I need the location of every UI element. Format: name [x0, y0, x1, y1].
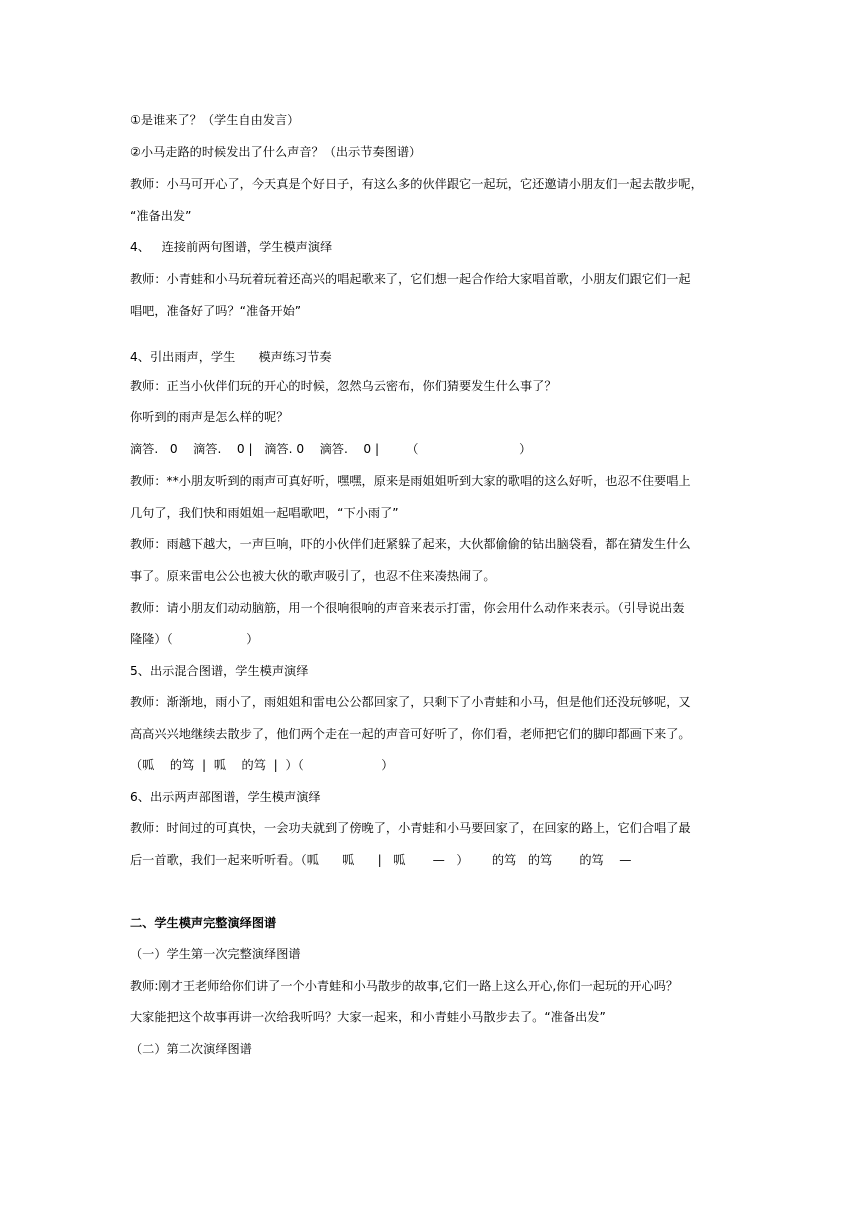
subsection-heading: （一）学生第一次完整演绎图谱 [130, 947, 301, 961]
text-line: 教师：时间过的可真快，一会功夫就到了傍晚了，小青蛙和小马要回家了，在回家的路上，它们合唱了最 [130, 821, 691, 835]
section-heading: 4、引出雨声，学生 模声练习节奏 [130, 350, 332, 364]
text-line: 唱吧，准备好了吗？“准备开始” [130, 304, 302, 318]
text-line: 教师：**小朋友听到的雨声可真好听，嘿嘿，原来是雨姐姐听到大家的歌唱的这么好听，也忍不住要唱上 [130, 474, 691, 488]
text-line: ②小马走路的时候发出了什么声音？（出示节奏图谱） [130, 145, 422, 159]
section-heading: 5、出示混合图谱，学生模声演绎 [130, 664, 309, 678]
rhythm-notation: 滴答. 0 滴答. 0 | 滴答. 0 滴答. 0 | （ ） [130, 442, 532, 456]
text-line: 大家能把这个故事再讲一次给我听吗？大家一起来，和小青蛙小马散步去了。“准备出发” [130, 1010, 606, 1024]
rhythm-notation: （呱 的笃 | 呱 的笃 | ）（ ） [130, 758, 394, 772]
text-line: 教师：小马可开心了，今天真是个好日子，有这么多的伙伴跟它一起玩，它还邀请小朋友们一起去散步呢， [130, 177, 703, 191]
section-heading: 4、 连接前两句图谱，学生模声演绎 [130, 240, 333, 254]
text-line: ①是谁来了？（学生自由发言） [130, 113, 300, 127]
text-line: 教师：小青蛙和小马玩着玩着还高兴的唱起歌来了，它们想一起合作给大家唱首歌，小朋友们跟它们一起 [130, 272, 691, 286]
text-line: 教师:刚才王老师给你们讲了一个小青蛙和小马散步的故事,它们一路上这么开心,你们一起玩的开心吗？ [130, 979, 679, 993]
section-heading: 6、出示两声部图谱，学生模声演绎 [130, 790, 321, 804]
text-line: 教师：雨越下越大，一声巨响，吓的小伙伴们赶紧躲了起来，大伙都偷偷的钻出脑袋看，都在猜发生什么 [130, 537, 691, 551]
text-line: 几句了，我们快和雨姐姐一起唱歌吧，“下小雨了” [130, 506, 399, 520]
subsection-heading: （二）第二次演绎图谱 [130, 1042, 252, 1056]
text-line: 你听到的雨声是怎么样的呢？ [130, 410, 289, 424]
text-line: “准备出发” [130, 209, 192, 223]
chapter-heading: 二、学生模声完整演绎图谱 [130, 916, 277, 930]
text-line: 高高兴兴地继续去散步了，他们两个走在一起的声音可好听了，你们看，老师把它们的脚印都画下来了。 [130, 727, 691, 741]
text-line: 隆隆）（ ） [130, 632, 259, 646]
text-line: 教师：请小朋友们动动脑筋，用一个很响很响的声音来表示打雷，你会用什么动作来表示。（引导说出轰 [130, 601, 685, 615]
text-line: 教师：渐渐地，雨小了，雨姐姐和雷电公公都回家了，只剩下了小青蛙和小马，但是他们还没玩够呢，又 [130, 695, 691, 709]
text-line: 教师：正当小伙伴们玩的开心的时候，忽然乌云密布，你们猜要发生什么事了？ [130, 379, 557, 393]
text-line: 事了。原来雷电公公也被大伙的歌声吸引了，也忍不住来凑热闹了。 [130, 569, 496, 583]
text-line: 后一首歌，我们一起来听听看。（呱 呱 | 呱 — ） 的笃 的笃 的笃 — [130, 853, 632, 867]
